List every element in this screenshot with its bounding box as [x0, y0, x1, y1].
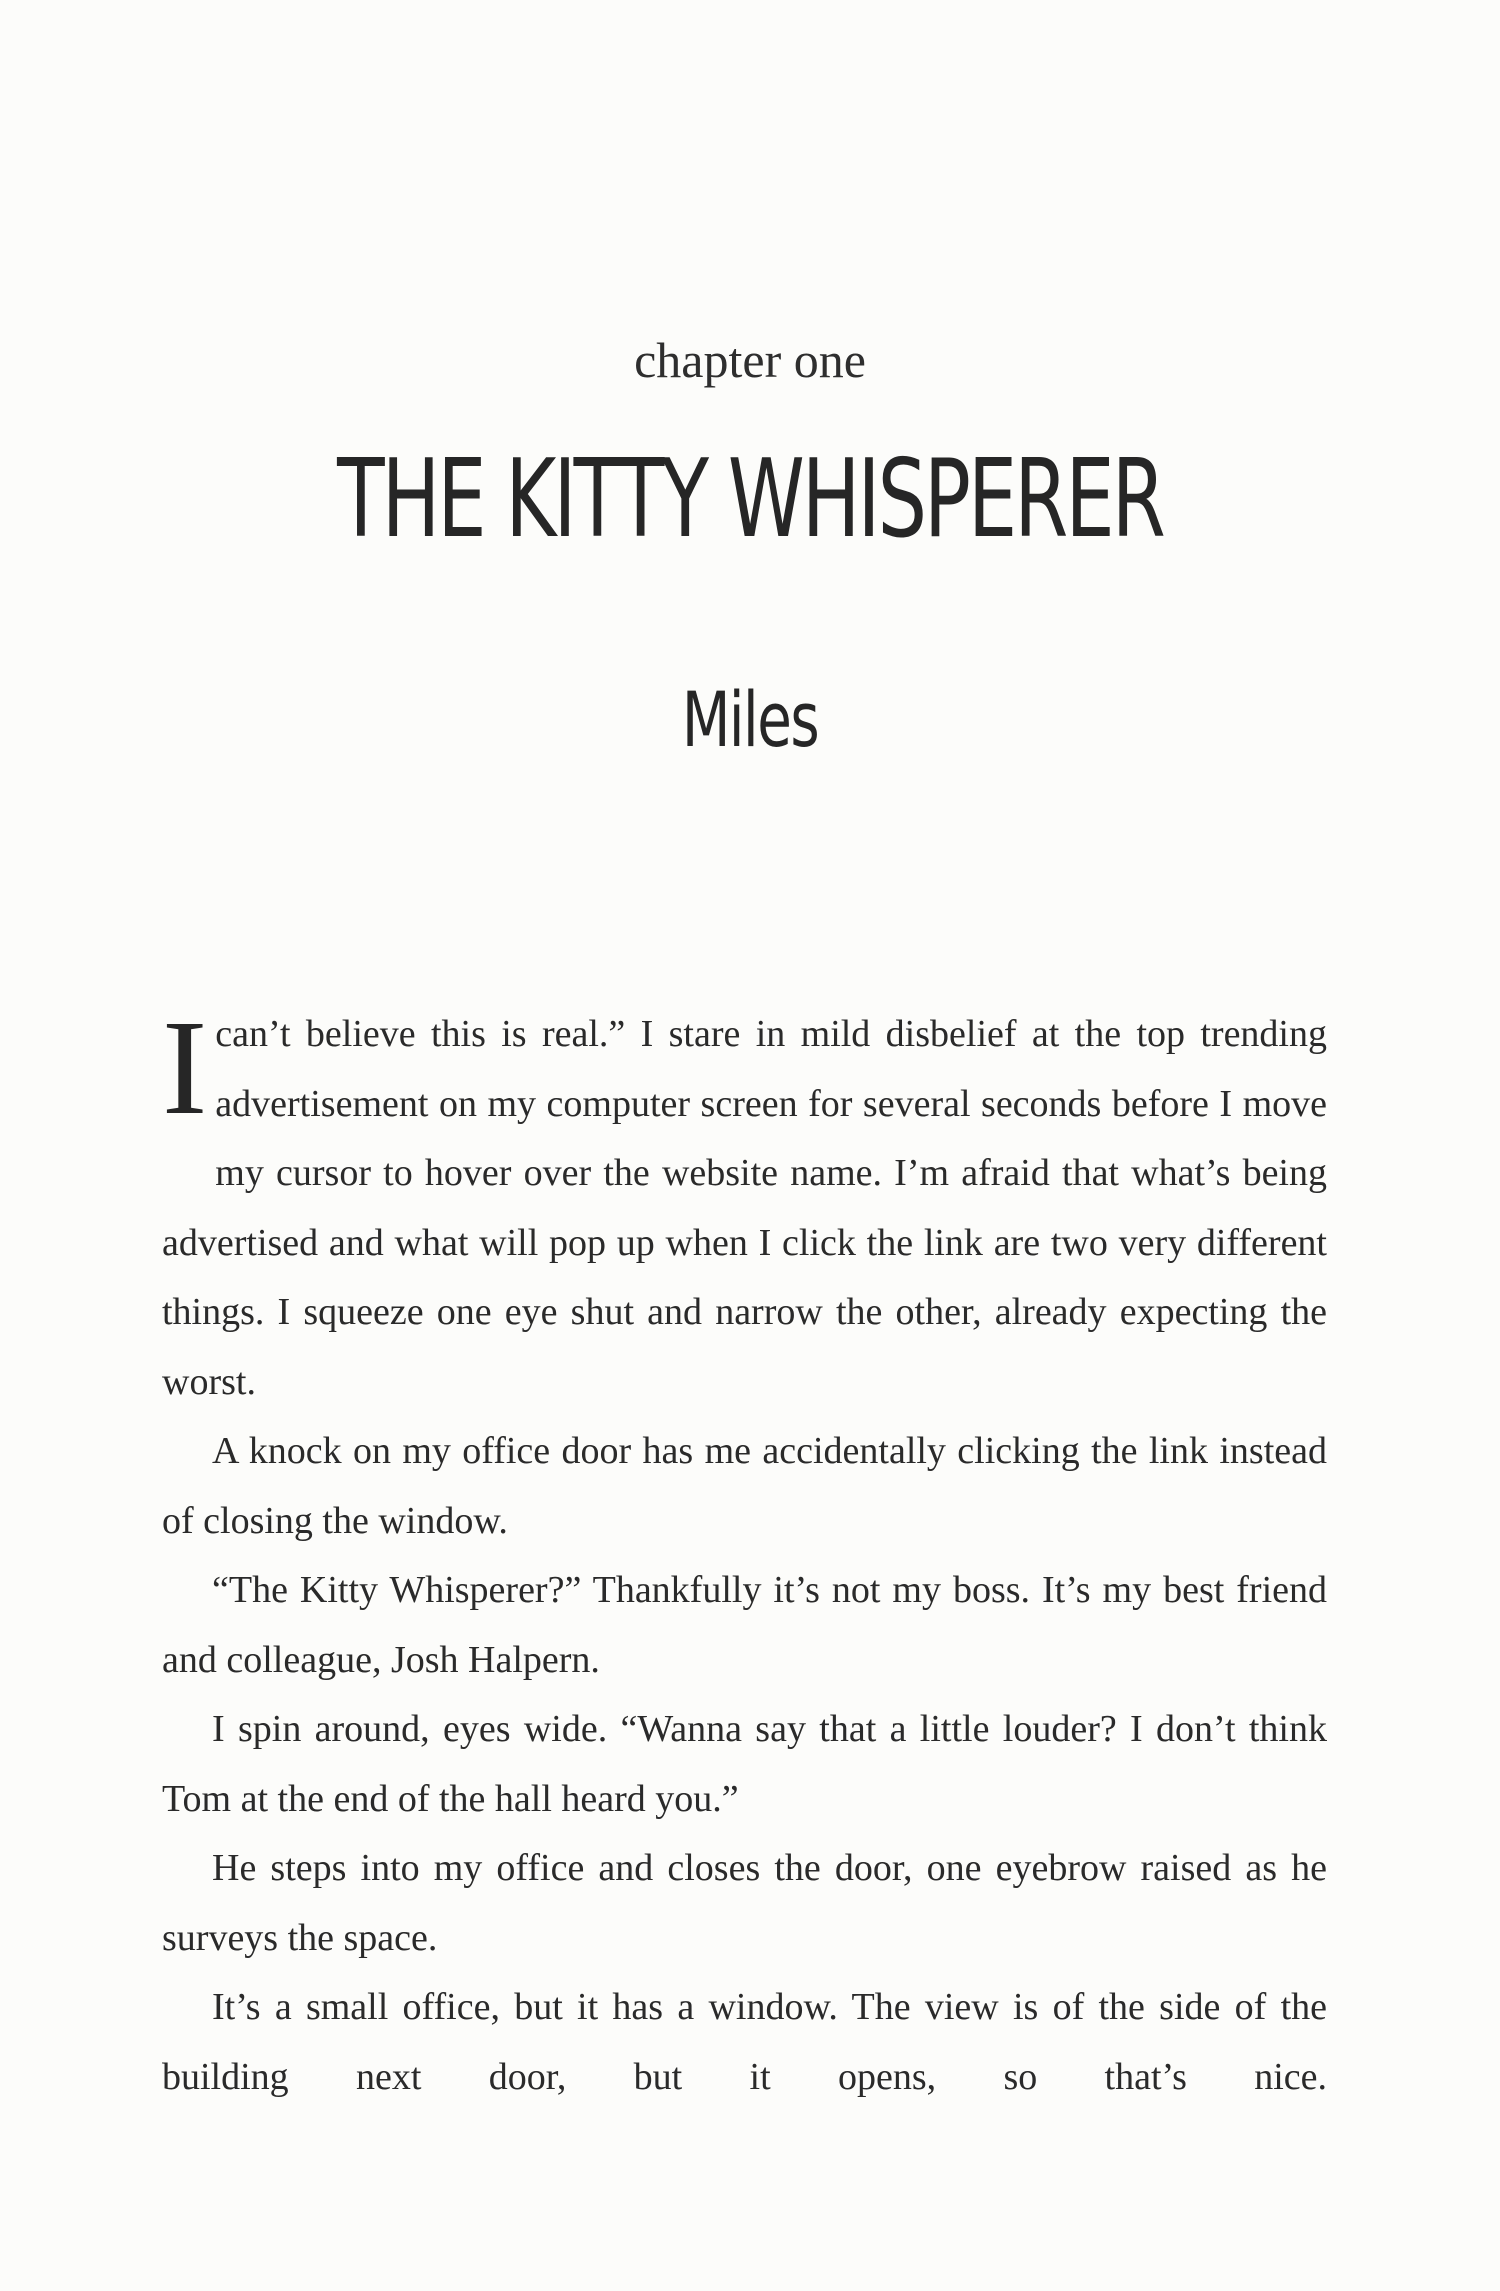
paragraph: A knock on my office door has me accidentally clicking the link instead of closing the window. — [162, 1430, 1327, 1542]
paragraph: He steps into my office and closes the door, one eyebrow raised as he surveys the space. — [162, 1847, 1327, 1959]
body-text — [162, 993, 1327, 2112]
paragraph: I spin around, eyes wide. “Wanna say that a little louder? I don’t think Tom at the end of the hall heard you.” — [162, 1708, 1327, 1820]
drop-cap: I — [162, 993, 208, 1143]
paragraph: It’s a small office, but it has a window. The view is of the side of the building next door, but it opens, so that’s nice. — [162, 1986, 1327, 2098]
chapter-label: chapter one — [634, 332, 866, 388]
paragraph: “The Kitty Whisperer?” Thankfully it’s not my boss. It’s my best friend and colleague, Josh Halpern. — [162, 1569, 1327, 1681]
pov-character-name: Miles — [681, 675, 819, 764]
paragraph — [162, 993, 1327, 1417]
chapter-title: THE KITTY WHISPERER — [337, 437, 1163, 562]
paragraph-text: can’t believe this is real.” I stare in mild disbelief at the top trending advertisement on my computer screen for several seconds before I move my cursor to hover over the website name. I’m afraid that what’s being advertised and what will pop up when I click the link are two very different things. I squeeze one eye shut and narrow the other, already expecting the worst. — [162, 1013, 1327, 1403]
